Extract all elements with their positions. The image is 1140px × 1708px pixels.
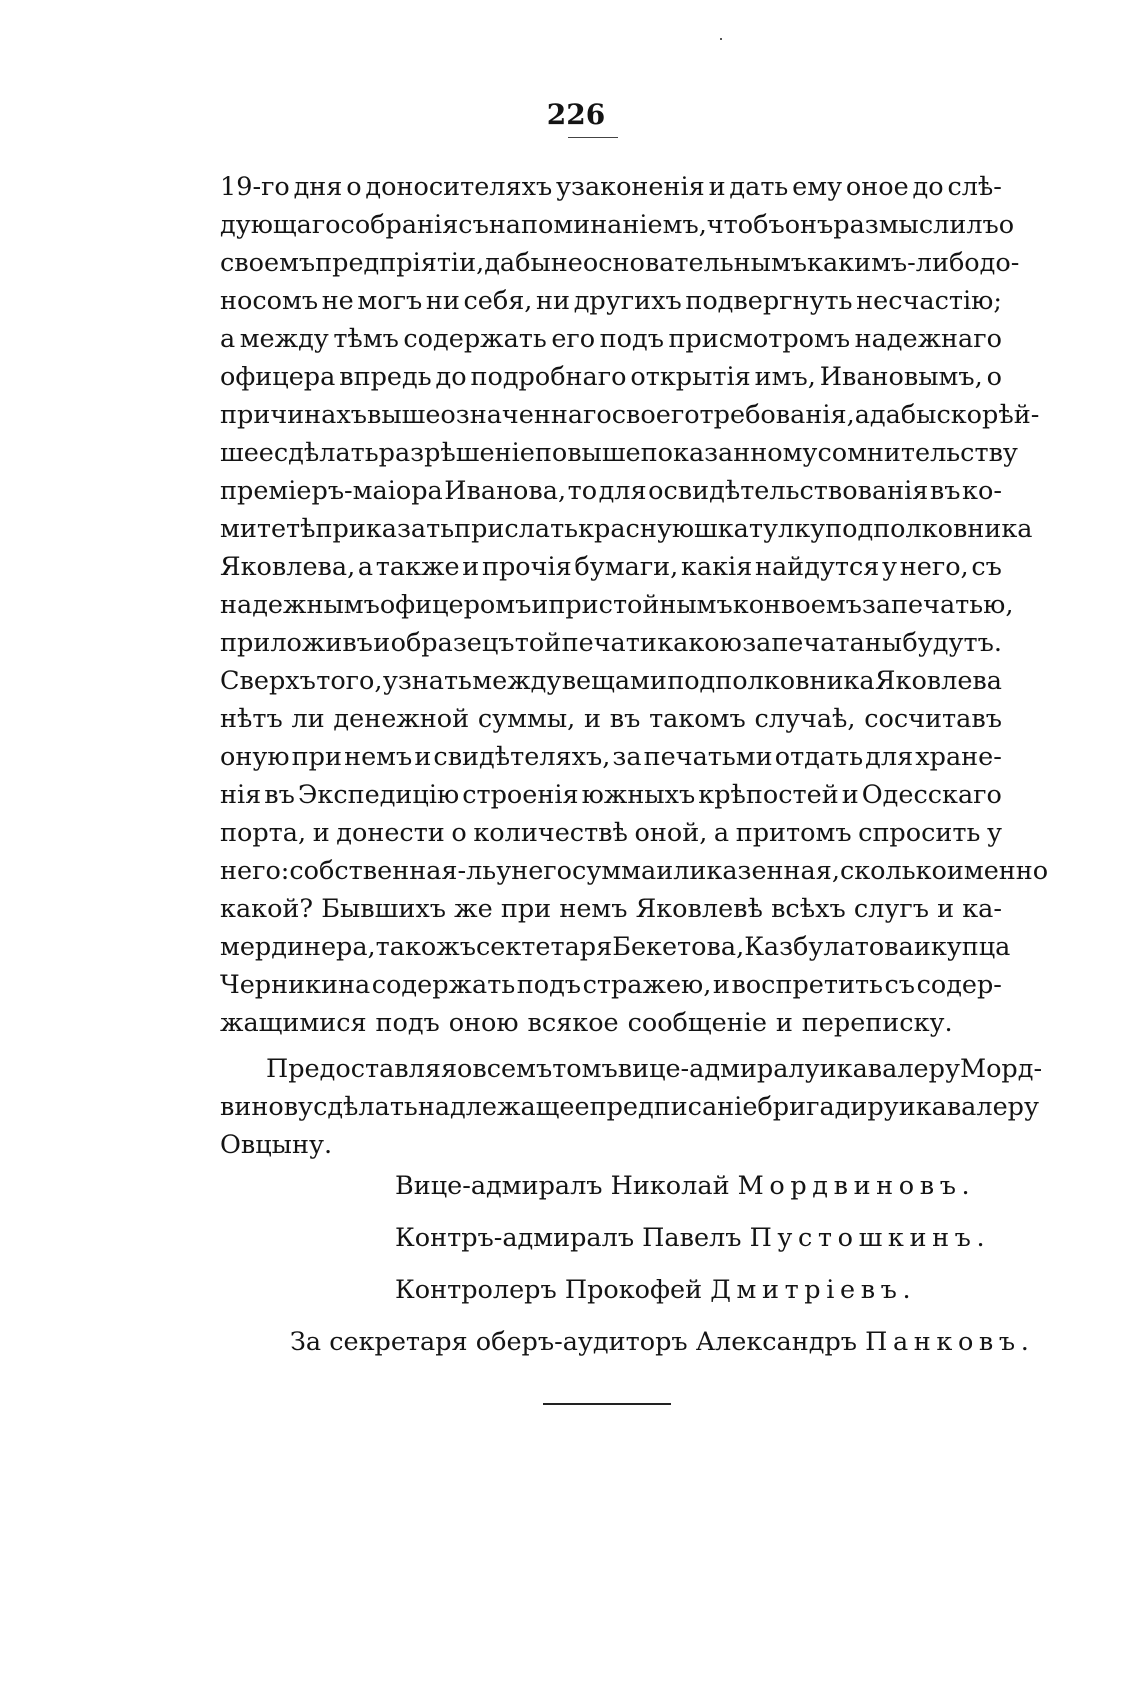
text-line: носомъ не могъ ни себя, ни другихъ подвергнуть несчастію; xyxy=(220,286,1002,316)
text-line: него: собственная-ль у него сумма или казенная, сколько именно xyxy=(220,856,1049,886)
text-line: винову сдѣлать надлежащее предписаніе бригадиру и кавалеру xyxy=(220,1092,1040,1122)
text-line: нія въ Экспедицію строенія южныхъ крѣпостей и Одесскаго xyxy=(220,780,1002,810)
text-line: оную при немъ и свидѣтеляхъ, за печатьми отдать для хране- xyxy=(220,742,1002,772)
text-line: мердинера, такожъ сектетаря Бекетова, Казбулатова и купца xyxy=(220,932,1011,962)
text-line: шее сдѣлать разрѣшеніе по вышепоказанному сомнительству xyxy=(220,438,1018,468)
text-line: приложивъ и образецъ той печати какою запечатаны будутъ. xyxy=(220,628,1002,658)
text-line: преміеръ-маіора Иванова, то для освидѣтельствованія въ ко- xyxy=(220,476,1002,506)
text-line: митетѣ приказать прислать красную шкатулку подполковника xyxy=(220,514,1033,544)
text-line: Черникина содержать подъ стражею, и воспретить съ содер- xyxy=(220,970,1002,1000)
text-line: офицера впредь до подробнаго открытія имъ, Ивановымъ, о xyxy=(220,362,1002,392)
text-line: какой? Бывшихъ же при немъ Яковлевѣ всѣхъ слугъ и ка- xyxy=(220,894,1002,924)
end-rule xyxy=(543,1403,671,1405)
text-line: дующаго собранія съ напоминаніемъ, чтобъ онъ размыслилъ о xyxy=(220,210,1015,240)
text-line: порта, и донести о количествѣ оной, а притомъ спросить у xyxy=(220,818,1002,848)
text-line: а между тѣмъ содержать его подъ присмотромъ надежнаго xyxy=(220,324,1002,354)
text-line: 19-го дня о доносителяхъ узаконенія и дать ему оное до слѣ- xyxy=(220,172,1002,202)
page-number-rule xyxy=(568,137,618,138)
signature-pustoshkin: Контръ-адмиралъ Павелъ Пустошкинъ. xyxy=(395,1223,991,1253)
text-line: Яковлева, а также и прочія бумаги, какія найдутся у него, съ xyxy=(220,552,1002,582)
signature-dmitriev: Контролеръ Прокофей Дмитріевъ. xyxy=(395,1275,917,1305)
text-line: Сверхъ того, узнать между вещами подполковника Яковлева xyxy=(220,666,1002,696)
text-line: причинахъ вышеозначеннаго своего требованія, а дабы скорѣй- xyxy=(220,400,1040,430)
text-line: надежнымъ офицеромъ и пристойнымъ конвоемъ за печатью, xyxy=(220,590,1014,620)
scan-speck xyxy=(720,38,722,40)
text-line: своемъ предпріятіи, дабы неосновательнымъ какимъ-либо до- xyxy=(220,248,1020,278)
text-line: жащимися подъ оною всякое сообщеніе и переписку. xyxy=(220,1008,953,1038)
signature-mordvinov: Вице-адмиралъ Николай Мордвиновъ. xyxy=(395,1171,976,1201)
text-line: нѣтъ ли денежной суммы, и въ такомъ случаѣ, сосчитавъ xyxy=(220,704,1002,734)
signature-pankov: За секретаря оберъ-аудиторъ Александръ Панковъ. xyxy=(290,1327,1035,1357)
text-line: Овцыну. xyxy=(220,1130,333,1160)
paragraph-2 xyxy=(220,1050,1043,1164)
page-number: 226 xyxy=(546,98,606,131)
body-text xyxy=(220,168,1049,1164)
text-line: Предоставляя о всемъ томъ вице-адмиралу и кавалеру Морд- xyxy=(266,1054,1043,1084)
paragraph-1 xyxy=(220,168,1049,1042)
